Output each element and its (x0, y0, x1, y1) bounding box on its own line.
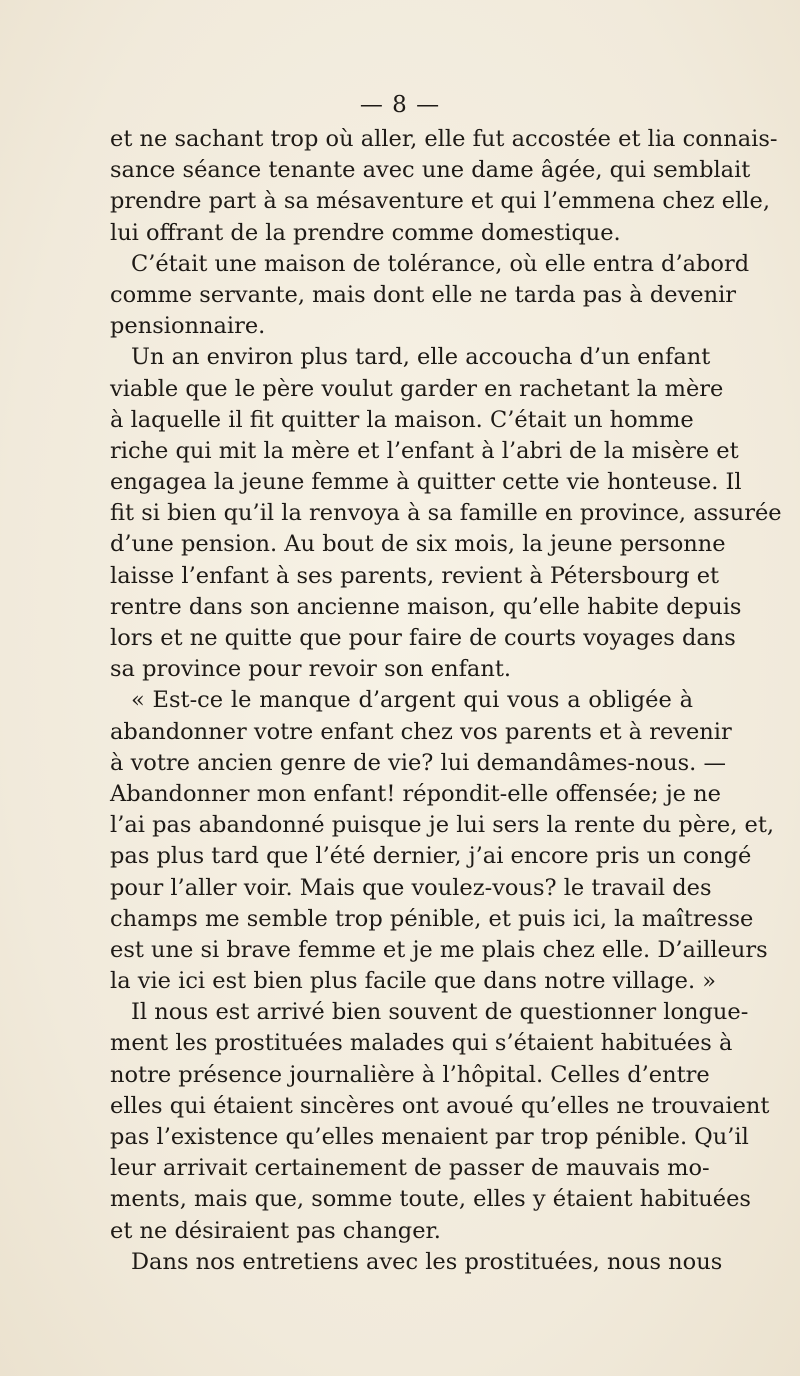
text-line: et ne sachant trop où aller, elle fut accostée et lia connais- (110, 126, 778, 152)
text-line: sance séance tenante avec une dame âgée, qui semblait (110, 157, 751, 184)
text-line: et ne désiraient pas changer. (110, 1217, 441, 1244)
page-number: — 8 — (359, 92, 441, 118)
text-line: lors et ne quitte que pour faire de courts voyages dans (110, 625, 736, 651)
text-line: Dans nos entretiens avec les prostituées, nous nous (131, 1248, 723, 1275)
text-line: rentre dans son ancienne maison, qu’elle habite depuis (110, 593, 742, 620)
text-line: pour l’aller voir. Mais que voulez-vous? le travail des (110, 874, 712, 901)
text-line: d’une pension. Au bout de six mois, la jeune personne (110, 531, 726, 558)
text-line: est une si brave femme et je me plais chez elle. D’ailleurs (110, 936, 768, 963)
text-line: riche qui mit la mère et l’enfant à l’abri de la misère et (110, 437, 739, 464)
text-line: prendre part à sa mésaventure et qui l’emmena chez elle, (110, 188, 770, 215)
text-line: comme servante, mais dont elle ne tarda pas à devenir (110, 281, 737, 308)
text-line: à votre ancien genre de vie? lui demandâmes-nous. — (110, 749, 726, 776)
text-line: C’était une maison de tolérance, où elle entra d’abord (131, 250, 750, 277)
text-line: fit si bien qu’il la renvoya à sa famille en province, assurée (110, 500, 782, 527)
text-line: engagea la jeune femme à quitter cette vie honteuse. Il (110, 469, 742, 496)
body-text (110, 124, 782, 1278)
text-line: notre présence journalière à l’hôpital. Celles d’entre (110, 1061, 710, 1088)
text-line: elles qui étaient sincères ont avoué qu’elles ne trouvaient (110, 1092, 770, 1119)
text-line: Abandonner mon enfant! répondit-elle offensée; je ne (110, 780, 721, 807)
text-line: lui offrant de la prendre comme domestique. (110, 219, 621, 246)
text-line: viable que le père voulut garder en rachetant la mère (110, 375, 724, 402)
text-line: l’ai pas abandonné puisque je lui sers la rente du père, et, (110, 812, 775, 839)
text-line: la vie ici est bien plus facile que dans notre village. » (110, 968, 717, 995)
text-line: laisse l’enfant à ses parents, revient à Pétersbourg et (110, 562, 720, 589)
text-line: « Est-ce le manque d’argent qui vous a obligée à (131, 687, 693, 714)
text-line: leur arrivait certainement de passer de mauvais mo- (110, 1155, 710, 1182)
text-line: sa province pour revoir son enfant. (110, 656, 512, 683)
text-line: ments, mais que, somme toute, elles y étaient habituées (110, 1186, 751, 1213)
text-line: à laquelle il fit quitter la maison. C’était un homme (110, 406, 694, 433)
text-line: Un an environ plus tard, elle accoucha d’un enfant (131, 344, 711, 371)
text-line: pas l’existence qu’elles menaient par trop pénible. Qu’il (110, 1124, 749, 1150)
text-line: Il nous est arrivé bien souvent de questionner longue- (131, 999, 749, 1026)
text-line: ment les prostituées malades qui s’étaient habituées à (110, 1030, 733, 1057)
text-line: champs me semble trop pénible, et puis ici, la maîtresse (110, 905, 754, 932)
text-line: pas plus tard que l’été dernier, j’ai encore pris un congé (110, 843, 752, 870)
text-line: pensionnaire. (110, 313, 266, 340)
text-line: abandonner votre enfant chez vos parents et à revenir (110, 718, 732, 745)
